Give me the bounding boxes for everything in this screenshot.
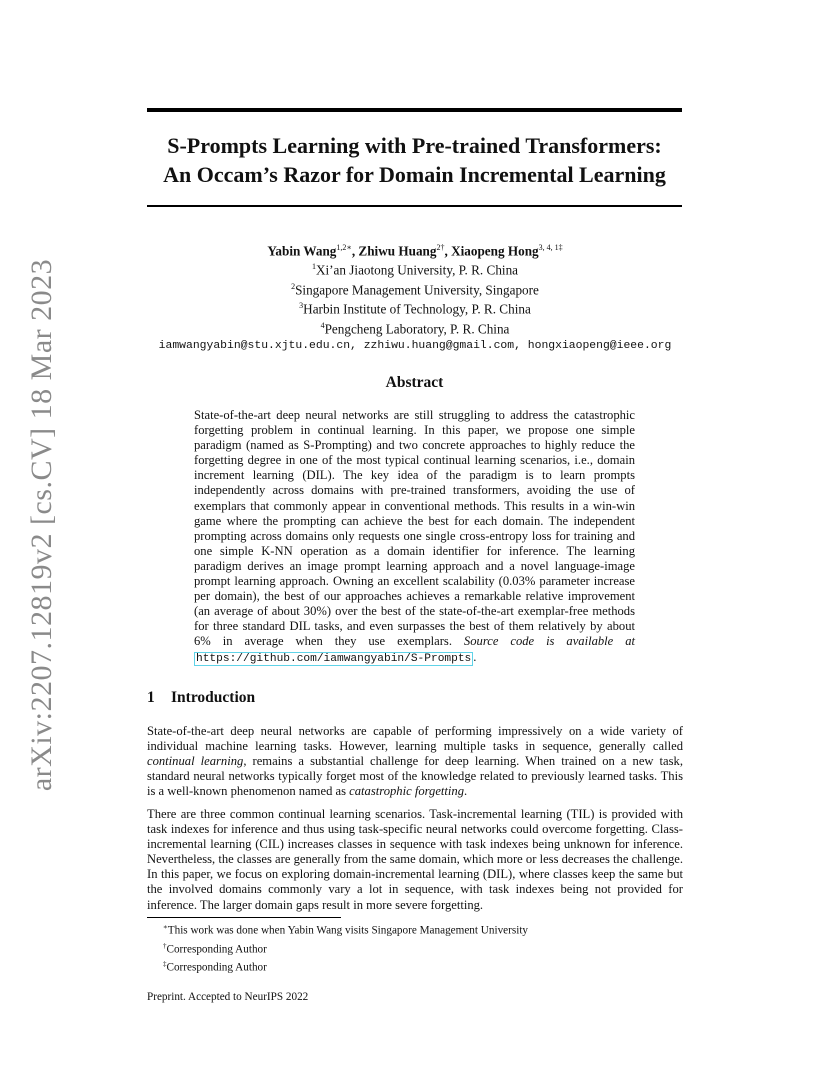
affiliation-4-sup: 4 bbox=[320, 320, 325, 330]
section-number: 1 bbox=[147, 689, 155, 706]
title-bottom-rule bbox=[147, 205, 682, 207]
footnote-2-mark: † bbox=[163, 941, 167, 950]
footnote-1 bbox=[163, 920, 683, 939]
intro-paragraph-1 bbox=[147, 724, 683, 799]
author-1-affil: 1,2 bbox=[336, 243, 347, 252]
footnote-1-text: This work was done when Yabin Wang visits Singapore Management University bbox=[167, 924, 529, 937]
affiliation-1 bbox=[110, 259, 720, 278]
affiliation-2 bbox=[110, 279, 720, 298]
affiliation-2-sup: 2 bbox=[291, 281, 296, 291]
author-2-mark: † bbox=[440, 243, 445, 252]
footnote-rule bbox=[147, 917, 341, 918]
p1-term-catastrophic-forgetting: catastrophic forgetting bbox=[349, 784, 465, 799]
author-3-name: Xiaopeng Hong bbox=[451, 243, 539, 259]
author-1-mark: ∗ bbox=[346, 243, 352, 252]
title-line-1: S-Prompts Learning with Pre-trained Transformers: bbox=[167, 133, 662, 158]
p1-text-c: , remains a substantial challenge for deep learning. When trained on a new task, standard neural networks typically forget most of the knowledge related to previously learned tasks. This is a well-known phenomenon named as bbox=[147, 754, 683, 799]
footnote-1-mark: ∗ bbox=[163, 923, 168, 931]
section-title: Introduction bbox=[171, 689, 256, 706]
abstract-source-label: Source code is available at bbox=[463, 634, 635, 649]
section-heading-introduction bbox=[147, 689, 255, 707]
author-names: Yabin Wang$^{1,2∗}$, Zhiwu Huang$^{2\dagger}$, Xiaopeng Hong$^{3, 4, 1\ddagger}$ bbox=[267, 243, 563, 259]
intro-paragraph-2: There are three common continual learning scenarios. Task-incremental learning (TIL) is provided with task indexes for inference and thus using task-specific neural networks could overcome forgetting. Class-incremental learning (CIL) increases classes in sequence with task indexes being unknown for inference. Nevertheless, the classes are generally from the same domain, which more or less decreases the challenge. In this paper, we focus on exploring domain-incremental learning (DIL), where classes keep the same but the involved domains commonly vary a lot in sequence, with task indexes being not provided for inference. The larger domain gaps result in more severe forgetting. bbox=[147, 807, 683, 912]
preprint-note: Preprint. Accepted to NeurIPS 2022 bbox=[147, 991, 309, 1003]
p1-text-e: . bbox=[464, 784, 468, 799]
abstract-body bbox=[194, 408, 635, 667]
p1-text-a: State-of-the-art deep neural networks are capable of performing impressively on a wide variety of individual machine learning tasks. However, learning multiple tasks in sequence, generally called bbox=[147, 724, 683, 754]
author-1-name: Yabin Wang bbox=[267, 243, 337, 259]
author-2-name: Zhiwu Huang bbox=[358, 243, 437, 259]
abstract-heading: Abstract bbox=[385, 374, 444, 391]
affiliation-4 bbox=[110, 318, 720, 337]
source-code-link[interactable]: https://github.com/iamwangyabin/S-Prompts bbox=[196, 652, 472, 665]
affiliation-3-text: Harbin Institute of Technology, P. R. China bbox=[303, 301, 531, 317]
arxiv-identifier-text: arXiv:2207.12819v2 [cs.CV] 18 Mar 2023 bbox=[25, 258, 58, 792]
author-3-mark: ‡ bbox=[558, 243, 563, 252]
affiliation-2-text: Singapore Management University, Singapore bbox=[295, 282, 539, 298]
footnote-2 bbox=[163, 939, 683, 958]
title-line-2: An Occam’s Razor for Domain Incremental Learning bbox=[163, 162, 666, 187]
affiliation-4-text: Pengcheng Laboratory, P. R. China bbox=[324, 320, 510, 336]
footnote-3-text: Corresponding Author bbox=[166, 962, 267, 975]
footnote-3 bbox=[163, 957, 683, 976]
affiliation-3 bbox=[110, 298, 720, 317]
author-block bbox=[110, 240, 720, 354]
abstract-end-period: . bbox=[473, 649, 477, 664]
p1-term-continual-learning: continual learning bbox=[147, 754, 244, 769]
author-3-affil: 3, 4, 1 bbox=[538, 243, 559, 252]
footnotes bbox=[163, 920, 683, 976]
affiliation-1-text: Xi’an Jiaotong University, P. R. China bbox=[315, 262, 519, 278]
paper-title bbox=[147, 131, 682, 189]
affiliation-1-sup: 1 bbox=[311, 262, 316, 272]
author-2-affil: 2 bbox=[436, 243, 441, 252]
author-emails: iamwangyabin@stu.xjtu.edu.cn, zzhiwu.huang@gmail.com, hongxiaopeng@ieee.org bbox=[158, 339, 672, 352]
title-top-rule bbox=[147, 108, 682, 112]
footnote-2-text: Corresponding Author bbox=[166, 943, 267, 956]
arxiv-identifier-stamp bbox=[22, 258, 62, 792]
footnote-3-mark: ‡ bbox=[163, 960, 167, 969]
affiliation-3-sup: 3 bbox=[299, 301, 304, 311]
abstract-text: State-of-the-art deep neural networks are still struggling to address the catastrophic forgetting problem in continual learning. In this paper, we propose one simple paradigm (named as S-Prompting) and two concrete approaches to highly reduce the forgetting degree in one of the most typical continual learning scenarios, i.e., domain increment learning (DIL). The key idea of the paradigm is to learn prompts independently across domains with pre-trained transformers, avoiding the use of exemplars that commonly appear in conventional methods. This results in a win-win game where the prompting can achieve the best for each domain. The independent prompting across domains only requests one single cross-entropy loss for training and one simple K-NN operation as a domain identifier for inference. The learning paradigm derives an image prompt learning approach and a novel language-image prompt learning approach. Owning an excellent scalability (0.03% parameter increase per domain), the best of our approaches achieves a remarkable relative improvement (an average of about 30%) over the best of the state-of-the-art exemplar-free methods for three standard DIL tasks, and even surpasses the best of them relatively by about 6% in average when they use exemplars. bbox=[194, 408, 635, 649]
